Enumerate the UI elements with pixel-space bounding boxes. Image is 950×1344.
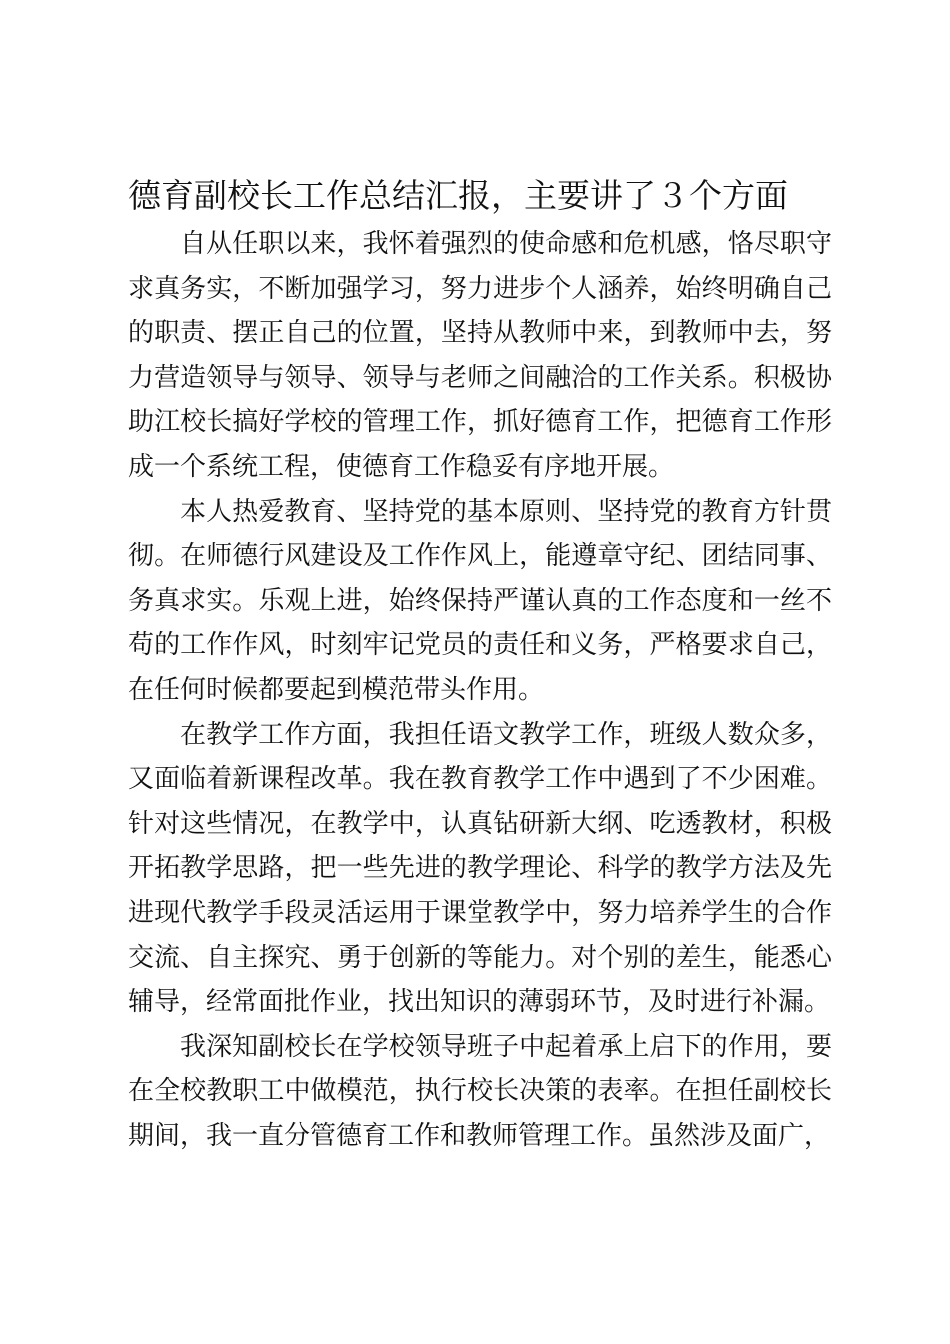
paragraph-4: 我深知副校长在学校领导班子中起着承上启下的作用，要在全校教职工中做模范，执行校长决策的表率。在担任副校长期间，我一直分管德育工作和教师管理工作。虽然涉及面广， [128,1031,832,1151]
paragraph-2: 本人热爱教育、坚持党的基本原则、坚持党的教育方针贯彻。在师德行风建设及工作作风上，能遵章守纪、团结同事、务真求实。乐观上进，始终保持严谨认真的工作态度和一丝不苟的工作作风，时刻牢记党员的责任和义务，严格要求自己，在任何时候都要起到模范带头作用。 [128,496,832,705]
document-title: 德育副校长工作总结汇报，主要讲了３个方面 [128,176,788,215]
document-body [128,170,832,1158]
paragraph-1: 自从任职以来，我怀着强烈的使命感和危机感，恪尽职守求真务实，不断加强学习，努力进步个人涵养，始终明确自己的职责、摆正自己的位置，坚持从教师中来，到教师中去，努力营造领导与领导、领导与老师之间融洽的工作关系。积极协助江校长搞好学校的管理工作，抓好德育工作，把德育工作形成一个系统工程，使德育工作稳妥有序地开展。 [128,229,832,482]
paragraph-3: 在教学工作方面，我担任语文教学工作，班级人数众多，又面临着新课程改革。我在教育教学工作中遇到了不少困难。针对这些情况，在教学中，认真钻研新大纲、吃透教材，积极开拓教学思路，把一些先进的教学理论、科学的教学方法及先进现代教学手段灵活运用于课堂教学中，努力培养学生的合作交流、自主探究、勇于创新的等能力。对个别的差生，能悉心辅导，经常面批作业，找出知识的薄弱环节，及时进行补漏。 [128,719,832,1018]
